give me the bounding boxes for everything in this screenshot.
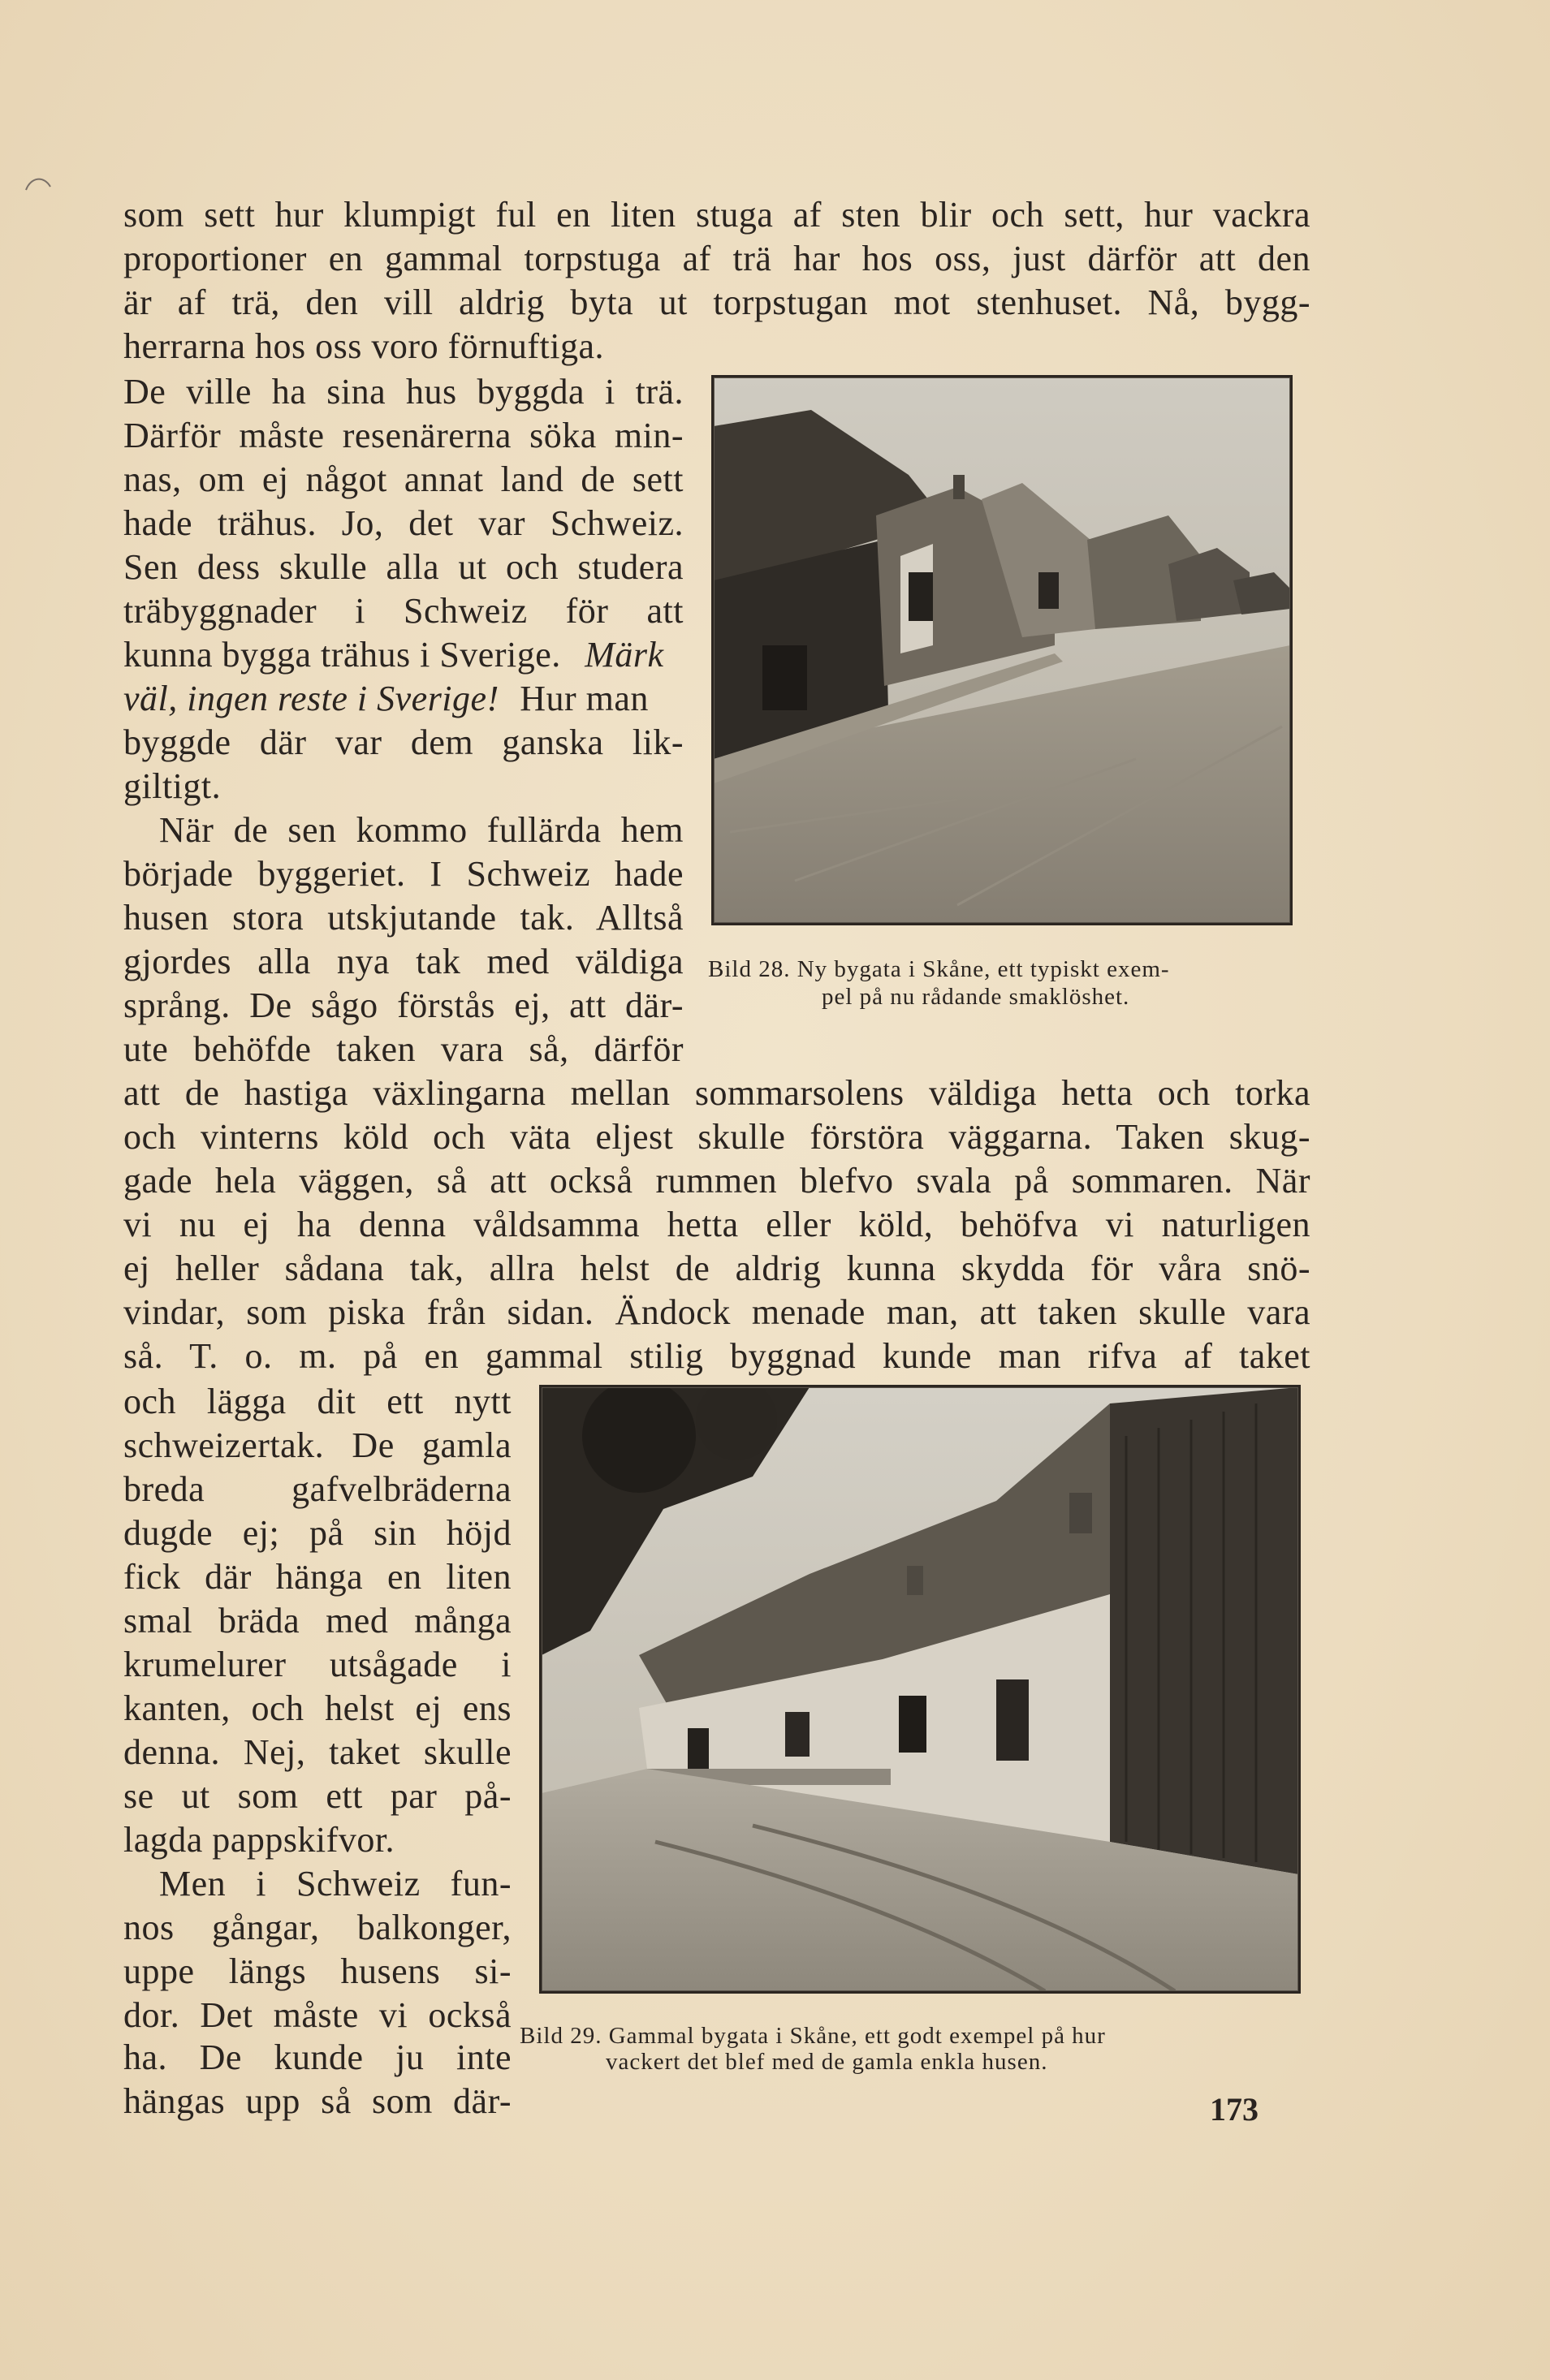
text-line: giltigt. [123, 766, 222, 806]
text-line: denna. Nej, taket skulle [123, 1732, 512, 1772]
text-line: är af trä, den vill aldrig byta ut torpstugan mot stenhuset. Nå, bygg- [123, 282, 1310, 322]
figure-caption: vackert det blef med de gamla enkla husen. [606, 2049, 1048, 2075]
text-line: krumelurer utsågade i [123, 1645, 512, 1684]
text-line: Sen dess skulle alla ut och studera [123, 547, 684, 587]
photo-old-village-street [539, 1385, 1301, 1994]
text-segment: kunna bygga trähus i Sverige. [123, 635, 561, 675]
text-line: att de hastiga växlingarna mellan sommarsolens väldiga hetta och torka [123, 1073, 1310, 1113]
text-line: så. T. o. m. på en gammal stilig byggnad kunde man rifva af taket [123, 1336, 1310, 1376]
figure-caption: Bild 29. Gammal bygata i Skåne, ett godt exempel på hur [520, 2023, 1106, 2049]
text-line: träbyggnader i Schweiz för att [123, 591, 684, 631]
text-line: nas, om ej något annat land de sett [123, 459, 684, 499]
text-line: Men i Schweiz fun- [159, 1864, 512, 1904]
text-line: uppe längs husens si- [123, 1951, 512, 1991]
text-line: som sett hur klumpigt ful en liten stuga af sten blir och sett, hur vackra [123, 195, 1310, 235]
page-number: 173 [1210, 2091, 1259, 2128]
text-line: och vinterns köld och väta eljest skulle förstöra väggarna. Taken skug- [123, 1117, 1310, 1157]
text-line: ha. De kunde ju inte [123, 2037, 512, 2077]
text-line: schweizertak. De gamla [123, 1425, 512, 1465]
text-line: De ville ha sina hus byggda i trä. [123, 372, 684, 412]
text-line: nos gångar, balkonger, [123, 1908, 512, 1947]
text-line: lagda pappskifvor. [123, 1820, 395, 1860]
text-line: När de sen kommo fullärda hem [159, 810, 684, 850]
text-line: och lägga dit ett nytt [123, 1382, 512, 1421]
text-segment: Hur man [520, 679, 649, 718]
text-segment-italic: väl, ingen reste i Sverige! [123, 679, 499, 718]
figure-caption: pel på nu rådande smaklöshet. [822, 984, 1130, 1010]
text-line: husen stora utskjutande tak. Alltså [123, 898, 684, 938]
text-line: började byggeriet. I Schweiz hade [123, 854, 684, 894]
text-line: smal bräda med många [123, 1601, 512, 1641]
text-line: proportioner en gammal torpstuga af trä har hos oss, just därför att den [123, 239, 1310, 278]
text-line: breda gafvelbräderna [123, 1469, 512, 1509]
text-line: hängas upp så som där- [123, 2081, 512, 2121]
text-line: se ut som ett par på- [123, 1776, 512, 1816]
figure-caption: Bild 28. Ny bygata i Skåne, ett typiskt exem- [708, 956, 1170, 982]
text-line: kanten, och helst ej ens [123, 1688, 512, 1728]
text-line: dugde ej; på sin höjd [123, 1513, 512, 1553]
text-line: ej heller sådana tak, allra helst de aldrig kunna skydda för våra snö- [123, 1248, 1310, 1288]
text-line [123, 677, 684, 721]
text-line: ute behöfde taken vara så, därför [123, 1029, 684, 1069]
text-line: hade trähus. Jo, det var Schweiz. [123, 503, 684, 543]
text-line: vi nu ej ha denna våldsamma hetta eller köld, behöfva vi naturligen [123, 1205, 1310, 1244]
text-line: gjordes alla nya tak med väldiga [123, 942, 684, 981]
text-line: Därför måste resenärerna söka min- [123, 416, 684, 455]
text-line: vindar, som piska från sidan. Ändock menade man, att taken skulle vara [123, 1292, 1310, 1332]
photo-new-village-street [711, 375, 1293, 925]
text-line: byggde där var dem ganska lik- [123, 722, 684, 762]
text-line: dor. Det måste vi också [123, 1995, 512, 2035]
pencil-mark-icon [23, 172, 55, 205]
text-line: fick där hänga en liten [123, 1557, 512, 1597]
text-line: herrarna hos oss voro förnuftiga. [123, 326, 605, 366]
text-segment-italic: Märk [585, 635, 664, 675]
text-line: språng. De sågo förstås ej, att där- [123, 985, 684, 1025]
text-line: gade hela väggen, så att också rummen blefvo svala på sommaren. När [123, 1161, 1310, 1201]
text-line [123, 633, 684, 677]
